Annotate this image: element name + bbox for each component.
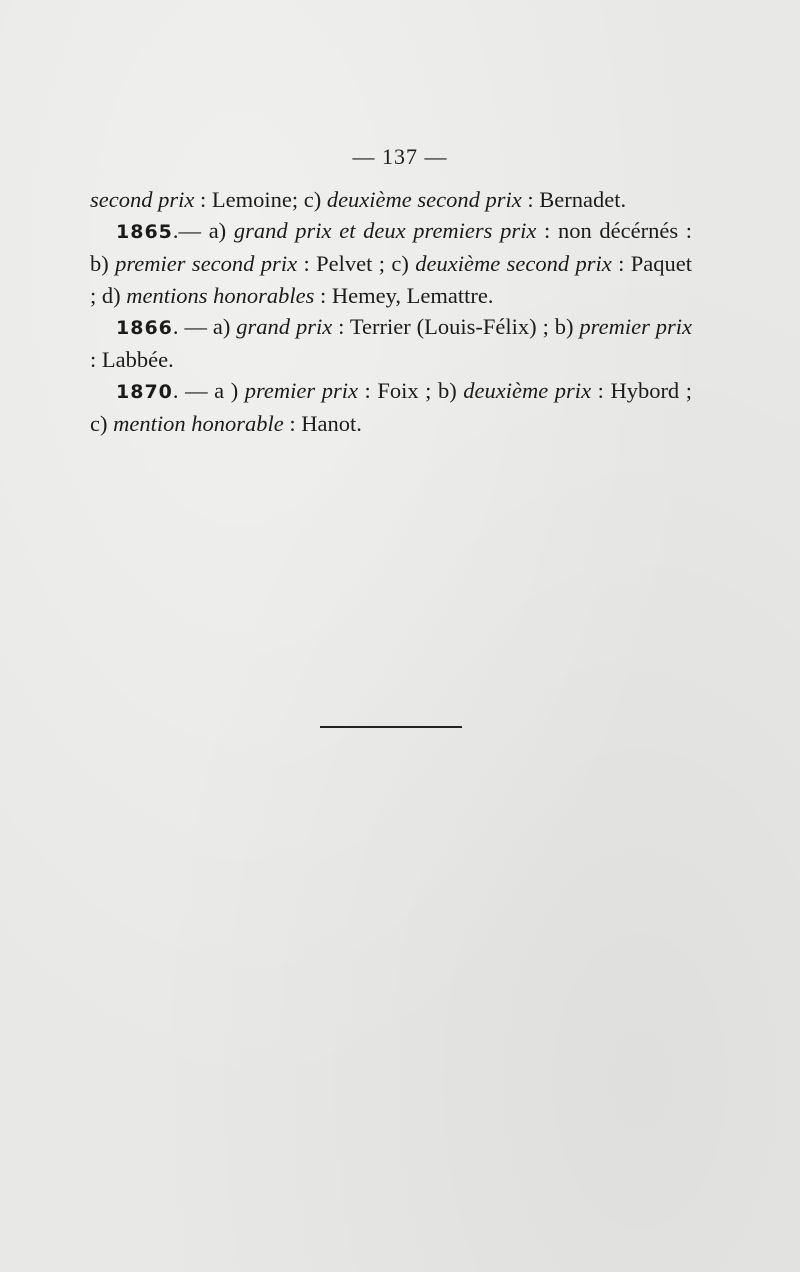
entry-text: : Foix ; b): [357, 378, 464, 404]
prize-name: mentions honorables: [126, 282, 315, 308]
page-text: [90, 184, 692, 440]
entry-text: . — a): [172, 313, 237, 339]
paragraph-1870: [90, 375, 692, 439]
section-rule: [320, 726, 462, 728]
entry-year: 1865: [116, 221, 173, 244]
prize-name: deuxième second prix: [415, 251, 612, 277]
prize-name: deuxième prix: [463, 378, 592, 404]
entry-text: : Bernadet.: [521, 187, 627, 212]
entry-text: . — a ): [172, 378, 245, 404]
paragraph-1866: [90, 311, 692, 375]
entry-text: .— a): [172, 218, 234, 244]
prize-name: premier prix: [579, 313, 692, 339]
entry-text: : Hanot.: [283, 411, 362, 437]
prize-name: second prix: [90, 187, 195, 212]
entry-text: : Lemoine; c): [194, 187, 327, 212]
prize-name: grand prix: [236, 313, 333, 339]
entry-year: 1870: [116, 381, 173, 404]
paragraph-continuation: [90, 184, 692, 215]
entry-text: : Paquet ; d): [90, 251, 692, 308]
prize-name: premier second prix: [115, 251, 298, 277]
prize-name: deuxième second prix: [326, 187, 522, 212]
entry-text: : Hybord ; c): [90, 378, 692, 437]
entry-text: : non décérnés : b): [90, 218, 693, 277]
prize-name: grand prix et deux premiers prix: [233, 218, 537, 244]
entry-text: : Labbée.: [90, 347, 174, 373]
prize-name: mention honorable: [113, 411, 284, 437]
page-number: — 137 —: [352, 144, 448, 169]
entry-text: : Pelvet ; c): [297, 251, 416, 277]
entry-text: : Hemey, Lemattre.: [314, 282, 494, 308]
entry-year: 1866: [116, 316, 173, 339]
paragraph-1865: [90, 215, 692, 311]
entry-text: : Terrier (Louis-Félix) ; b): [332, 313, 580, 339]
prize-name: premier prix: [244, 378, 358, 404]
